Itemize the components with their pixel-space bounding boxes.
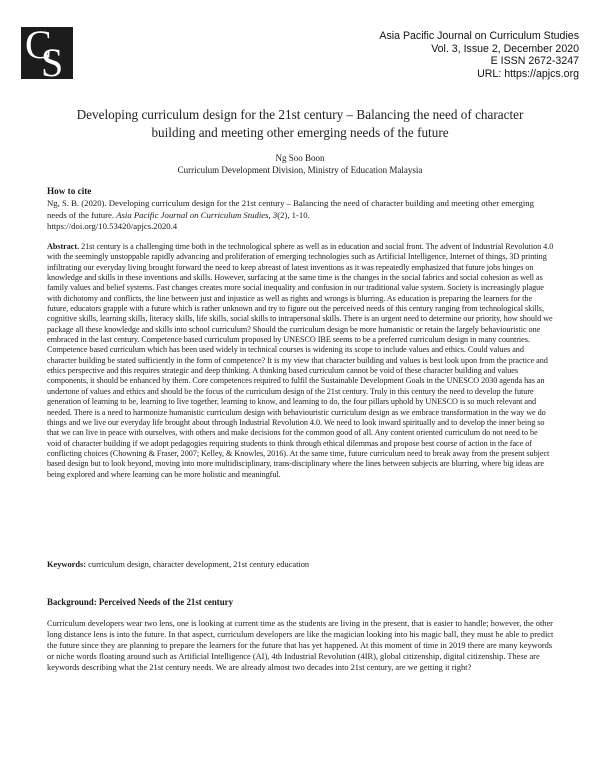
citation-doi-link[interactable]: https://doi.org/10.53420/apjcs.2020.4 xyxy=(47,221,178,231)
abstract-text: 21st century is a challenging time both in the technological sphere as well as in education and social front. The advent of Industrial Revolution 4.0 with the seemingly unstoppable rapidly advancing and proliferation of emerging technologies such as Artificial Intelligence, Internet of things, 3D printing infiltrating our everyday living brought forward the need to keep abreast of latest inventions as it was repeatedly emphasized that future jobs hinges on knowledge and skills in these inventions and skills. However, surfacing at the same time is the changes in the social fabrics and social cohesion as well as family values and belief systems. Fast changes creates more social inequality and confusion in our traditional value system. Society is increasingly plague with dichotomy and conflicts, the line between just and injustice as well as rights and wrongs is blurring. As education is preparing the learners for the future, educators grapple with a future which is rather unknown and try to figure out the perceived needs of this century ranging from technological skills, cognitive skills, learning skills, literacy skills, life skills, social skills to intrapersonal skills. There is an urgent need to determine our priority, how should we package all these knowledge and skills into school curriculum? Should the curriculum design be more humanistic or retain the largely behaviouristic one embraced in the last century. Competence based curriculum proposed by UNESCO IBE seems to be a preferred curriculum design in many countries. Competence based curriculum which has been used widely in technical courses is widening its scope to include values and ethics. Could values and character building be stated sufficiently in the form of competence? It is my view that character building and values is best look upon from the practice and ethics perspective and this requires strategic and deep thinking. A thinking based curriculum cannot be void of these character building and values components, it should be enhanced by them. Core competences required to fulfil the Sustainable Development Goals in the UNESCO 2030 agenda has an undertone of values and ethics and should be the focus of the curriculum design of the 21st century. Truly in this century the need to develop the future generation of learning to be, learning to live together, learning to know, and learning to do, the four pillars uphold by UNESCO is so much relevant and needed. There is a need to harmonize humanistic curriculum design with behaviouristic curriculum design as we embrace transformation in the way we do things and we live our everyday life brought about through Industrial Revolution 4.0. We need to look inward spiritually and to develop the inner being so that we can live in peace with ourselves, with others and make decisions for the common good of all. Any content oriented curriculum do not need to be void of character building if we adopt pedagogies requiring students to think through ethical dilemmas and propose best course of action in the face of conflicting choices (Chowning & Fraser, 2007; Kelley, & Knowles, 2016). At the same time, future curriculum need to break away from the present subject based design but to look beyond, moving into more multidisciplinary, trans-disciplinary where the lines between subjects are blurring, where big ideas are being explored and where learning can be more holistic and meaningful. xyxy=(47,242,554,479)
section-paragraph: Curriculum developers wear two lens, one is looking at current time as the students are living in the present, that is easier to handle; however, the other long distance lens is into the future. In that aspect, curriculum developers are like the magician looking into his magic ball, they must be able to predict the future since they are planning to prepare the learners for the future that has yet happened. At this moment of time in 2019 there are many keywords or niche words floating around such as Artificial Intelligence (AI), 4th Industrial Revolution (4IR), global citizenship, digital citizenship. These are keywords describing what the 21st century needs. We are already almost two decades into 21st century, are we getting it right? xyxy=(47,619,554,672)
citation-text xyxy=(47,198,554,233)
journal-logo xyxy=(21,27,73,79)
how-to-cite-heading: How to cite xyxy=(47,186,92,196)
abstract-label: Abstract. xyxy=(47,242,80,251)
author-affiliation: Curriculum Development Division, Ministry of Education Malaysia xyxy=(177,164,423,175)
paper-title: Developing curriculum design for the 21st century – Balancing the need of character building and meeting other emerging needs of the future xyxy=(76,107,524,140)
author-block xyxy=(0,153,600,176)
section-heading: Background: Perceived Needs of the 21st century xyxy=(47,597,234,607)
journal-header xyxy=(379,30,579,80)
author-name: Ng Soo Boon xyxy=(275,153,325,163)
keywords-label: Keywords: xyxy=(47,560,87,569)
journal-url[interactable]: URL: https://apjcs.org xyxy=(477,67,579,80)
abstract xyxy=(47,242,554,480)
citation-volume: 3 xyxy=(272,209,278,220)
journal-name: Asia Pacific Journal on Curriculum Studies xyxy=(379,30,579,42)
citation-main: Ng, S. B. (2020). Developing curriculum design for the 21st century – Balancing the need of character building and meeting other emerging needs of the future. xyxy=(47,198,534,220)
keywords-text: curriculum design, character development, 21st century education xyxy=(88,560,310,569)
journal-issn: E ISSN 2672-3247 xyxy=(490,55,579,68)
logo-letter-c: C xyxy=(25,27,52,67)
logo-letter-s: S xyxy=(41,40,64,79)
journal-issue: Vol. 3, Issue 2, December 2020 xyxy=(431,42,579,55)
keywords xyxy=(47,559,554,570)
citation-issue-pages: (2), 1-10. xyxy=(277,209,310,220)
citation-journal: Asia Pacific Journal on Curriculum Studies, xyxy=(116,209,271,220)
